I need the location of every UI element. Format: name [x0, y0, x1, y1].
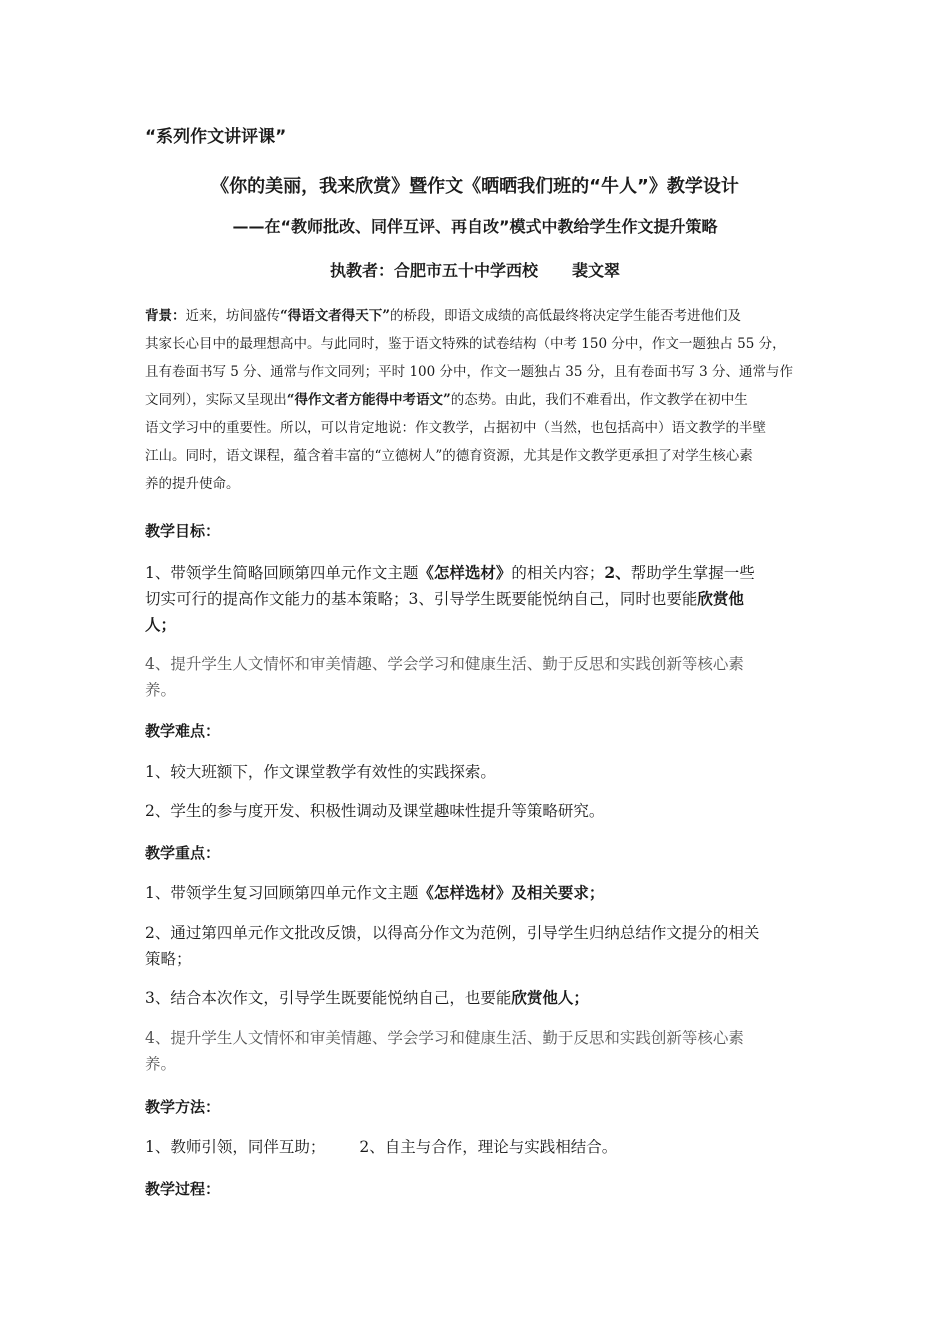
emphasis-run: 欣赏他人；: [511, 988, 589, 1007]
text-run: 3、结合本次作文，引导学生既要能悦纳自己，也要能: [145, 989, 512, 1007]
key-point-item: [145, 985, 589, 1011]
difficulty-item: 2、学生的参与度开发、积极性调动及课堂趣味性提升等策略研究。: [145, 802, 605, 820]
text-run: 的态势。由此，我们不难看出，作文教学在初中生: [450, 392, 748, 408]
text-run: 切实可行的提高作文能力的基本策略；3、引导学生既要能悦纳自己，同时也要能: [145, 590, 698, 608]
background-line: [145, 386, 748, 414]
difficulties-heading: 教学难点：: [145, 722, 221, 740]
emphasis-run: 《怎样选材》: [418, 883, 512, 902]
text-run: 1、带领学生复习回顾第四单元作文主题: [145, 884, 419, 902]
emphasis-run: 《怎样选材》: [418, 563, 512, 582]
emphasis-run: “得作文者方能得中考语文”: [286, 392, 451, 408]
emphasis-run: 及相关要求；: [511, 883, 605, 902]
author-label: 执教者：合肥市五十中学西校: [329, 261, 538, 280]
goals-line: [145, 586, 744, 612]
background-line: 养的提升使命。: [145, 476, 240, 492]
methods-heading: 教学方法：: [145, 1098, 221, 1116]
text-run: 的相关内容；: [511, 564, 605, 582]
emphasis-run: 2、: [604, 563, 631, 582]
key-point-item: 策略；: [145, 950, 192, 968]
method-item: 2、自主与合作，理论与实践相结合。: [359, 1138, 618, 1156]
goals-line: 养。: [145, 681, 177, 699]
background-line: 语文学习中的重要性。所以，可以肯定地说：作文教学，占据初中（当然，也包括高中）语文教学的半壁: [145, 420, 766, 436]
text-run: 1、带领学生简略回顾第四单元作文主题: [145, 564, 419, 582]
background-line: 其家长心目中的最理想高中。与此同时，鉴于语文特殊的试卷结构（中考 150 分中，作文一题独占 55 分，: [145, 336, 786, 352]
method-item: 1、教师引领，同伴互助；: [145, 1138, 326, 1156]
key-point-item: 2、通过第四单元作文批改反馈，以得高分作文为范例，引导学生归纳总结作文提分的相关: [145, 924, 760, 942]
key-points-heading: 教学重点：: [145, 844, 221, 862]
difficulty-item: 1、较大班额下，作文课堂教学有效性的实践探索。: [145, 763, 496, 781]
background-line: [145, 302, 741, 330]
text-run: 帮助学生掌握一些: [630, 564, 755, 582]
text-run: 近来，坊间盛传: [185, 308, 280, 324]
author-name: 裴文翠: [572, 261, 621, 280]
goals-line: [145, 560, 755, 586]
key-point-item: [145, 880, 604, 906]
background-label: 背景：: [145, 308, 186, 324]
text-run: 文同列），实际又呈现出: [145, 392, 287, 408]
document-title: 《你的美丽，我来欣赏》暨作文《晒晒我们班的“牛人”》教学设计: [211, 176, 739, 197]
background-line: 且有卷面书写 5 分、通常与作文同列；平时 100 分中，作文一题独占 35 分，且有卷面书写 3 分、通常与作: [145, 364, 793, 380]
author-line: [0, 258, 950, 281]
emphasis-run: “得语文者得天下”: [280, 308, 391, 324]
document-subtitle: ——在“教师批改、同伴互评、再自改”模式中教给学生作文提升策略: [232, 217, 718, 236]
goals-line: 4、提升学生人文情怀和审美情趣、学会学习和健康生活、勤于反思和实践创新等核心素: [145, 655, 744, 673]
methods-line: [145, 1134, 617, 1160]
series-label: “系列作文讲评课”: [145, 127, 287, 147]
process-heading: 教学过程：: [145, 1180, 221, 1198]
goals-heading: 教学目标：: [145, 522, 221, 540]
background-line: 江山。同时，语文课程，蕴含着丰富的“立德树人”的德育资源，尤其是作文教学更承担了对学生核心素: [145, 448, 753, 464]
key-point-item: 养。: [145, 1055, 177, 1073]
emphasis-run: 欣赏他: [697, 589, 744, 608]
key-point-item: 4、提升学生人文情怀和审美情趣、学会学习和健康生活、勤于反思和实践创新等核心素: [145, 1029, 744, 1047]
goals-line: 人；: [145, 615, 177, 634]
text-run: 的桥段，即语文成绩的高低最终将决定学生能否考进他们及: [390, 308, 742, 324]
